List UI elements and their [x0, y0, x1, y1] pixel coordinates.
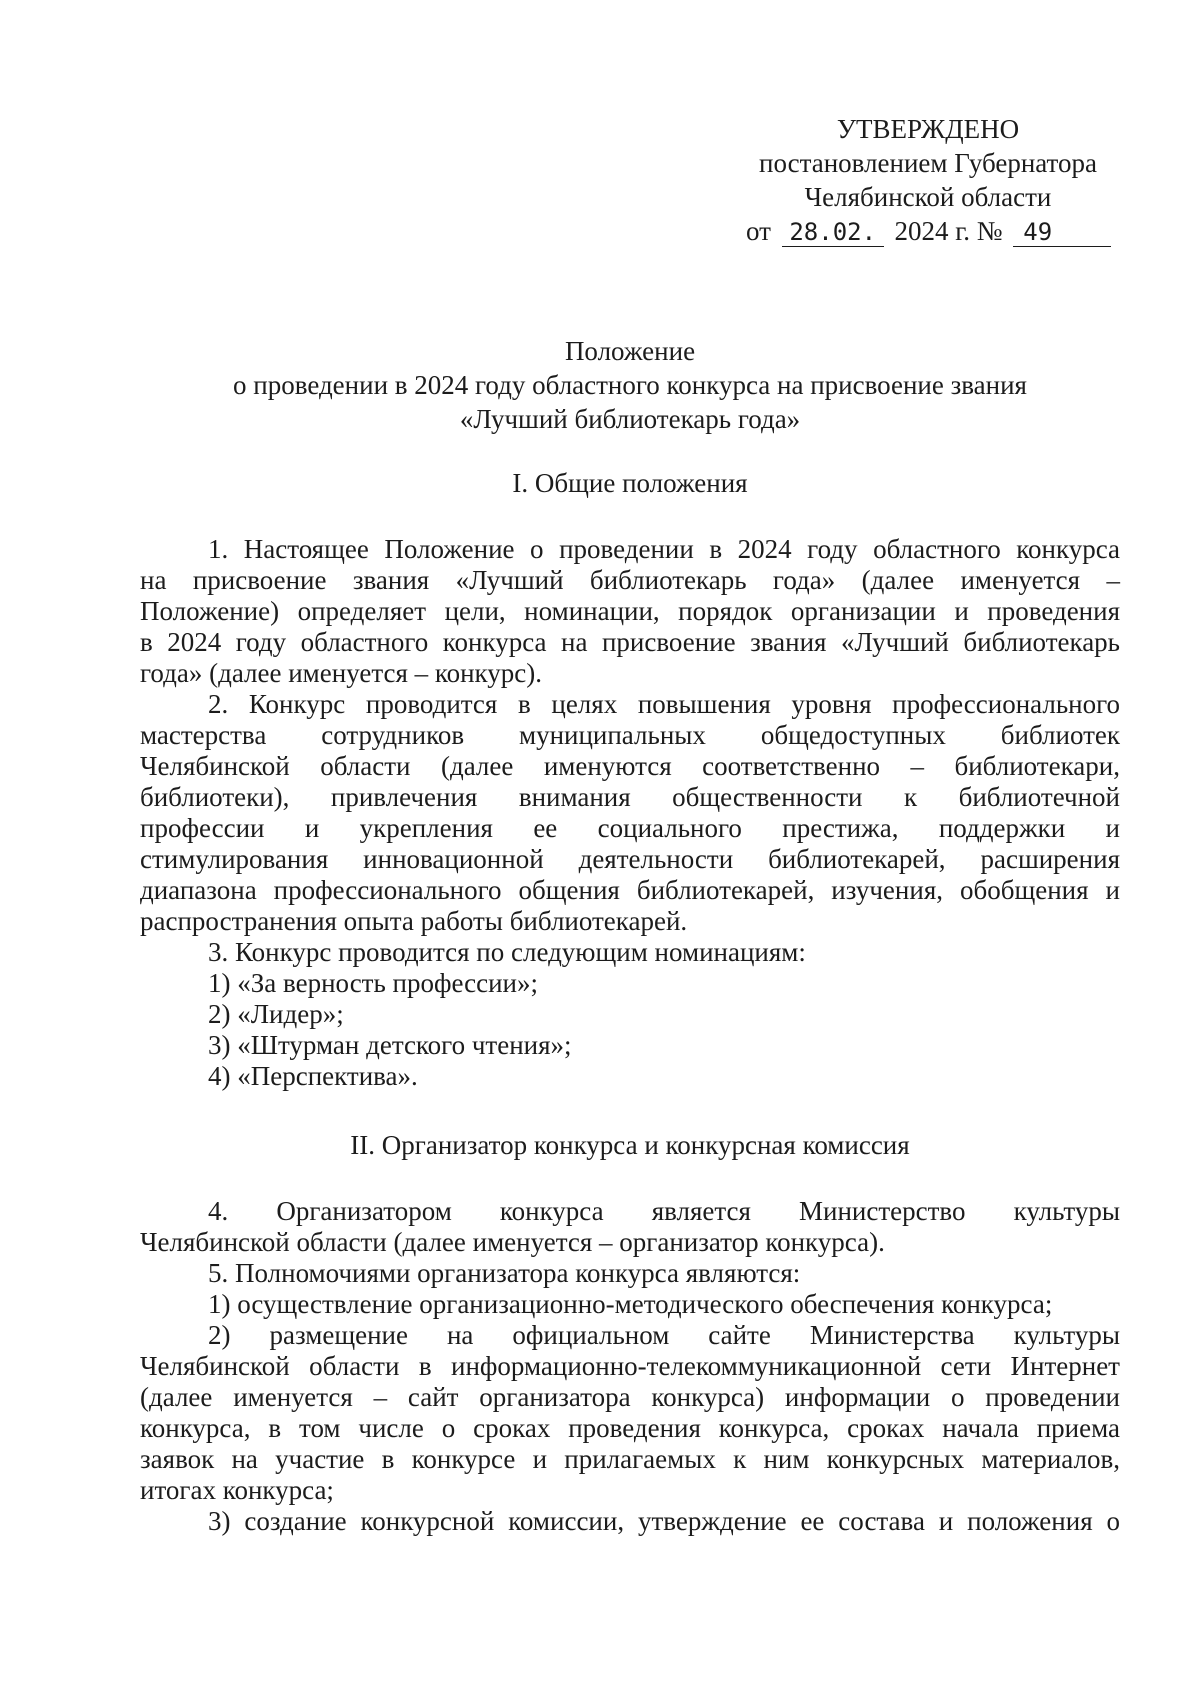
paragraph-2-line: библиотеки), привлечения внимания общественности к библиотечной	[140, 782, 1120, 812]
power-item-2-line: итогах конкурса;	[140, 1475, 334, 1505]
approval-from-label: от	[746, 216, 771, 246]
paragraph-4	[140, 1196, 1120, 1258]
document-title	[140, 334, 1120, 436]
section-1-body	[140, 534, 1120, 1092]
paragraph-1	[140, 534, 1120, 689]
paragraph-2-line: диапазона профессионального общения библиотекарей, изучения, обобщения и	[140, 875, 1120, 905]
paragraph-1-line: Положение) определяет цели, номинации, порядок организации и проведения	[140, 596, 1120, 626]
nomination-item: 4) «Перспектива».	[208, 1061, 418, 1091]
nomination-item: 3) «Штурман детского чтения»;	[208, 1030, 572, 1060]
title-line-2: о проведении в 2024 году областного конкурса на присвоение звания	[233, 370, 1027, 400]
title-line-1: Положение	[564, 336, 696, 366]
power-item-3: 3) создание конкурсной комиссии, утверждение ее состава и положения о	[208, 1506, 1120, 1536]
title-line-3: «Лучший библиотекарь года»	[459, 404, 801, 434]
power-item-2-line: (далее именуется – сайт организатора конкурса) информации о проведении	[140, 1382, 1120, 1412]
power-item-2-line: 2) размещение на официальном сайте Министерства культуры	[208, 1320, 1120, 1350]
paragraph-2-line: стимулирования инновационной деятельности библиотекарей, расширения	[140, 844, 1120, 874]
approval-year-label: 2024 г. №	[894, 216, 1003, 246]
approval-block	[742, 112, 1114, 248]
power-item-2-line: Челябинской области в информационно-телекоммуникационной сети Интернет	[140, 1351, 1120, 1381]
paragraph-4-line: Челябинской области (далее именуется – организатор конкурса).	[140, 1227, 885, 1257]
paragraph-2-line: распространения опыта работы библиотекарей.	[140, 906, 688, 936]
nomination-item: 2) «Лидер»;	[208, 999, 344, 1029]
paragraph-2-line: мастерства сотрудников муниципальных общедоступных библиотек	[140, 720, 1120, 750]
power-item-1: 1) осуществление организационно-методического обеспечения конкурса;	[208, 1289, 1053, 1319]
paragraph-2-line: 2. Конкурс проводится в целях повышения уровня профессионального	[208, 689, 1120, 719]
power-item-2	[140, 1320, 1120, 1506]
paragraph-1-line: года» (далее именуется – конкурс).	[140, 658, 543, 688]
approval-number: 49	[1013, 218, 1111, 247]
paragraph-1-line: в 2024 году областного конкурса на присвоение звания «Лучший библиотекарь	[140, 627, 1120, 657]
power-item-2-line: конкурса, в том числе о сроках проведения конкурса, сроках начала приема	[140, 1413, 1120, 1443]
paragraph-4-line: 4. Организатором конкурса является Министерство культуры	[208, 1196, 1120, 1226]
paragraph-1-line: на присвоение звания «Лучший библиотекарь года» (далее именуется –	[140, 565, 1120, 595]
paragraph-5: 5. Полномочиями организатора конкурса являются:	[208, 1258, 801, 1288]
approval-line-2: Челябинской области	[804, 182, 1052, 212]
paragraph-2-line: профессии и укрепления ее социального престижа, поддержки и	[140, 813, 1120, 843]
section-1-heading: I. Общие положения	[512, 468, 748, 498]
paragraph-2	[140, 689, 1120, 937]
approval-date-line	[742, 214, 1114, 248]
power-item-2-line: заявок на участие в конкурсе и прилагаемых к ним конкурсных материалов,	[140, 1444, 1120, 1474]
approval-date: 28.02.	[782, 218, 884, 247]
approval-line-1: постановлением Губернатора	[759, 148, 1097, 178]
section-2-heading: II. Организатор конкурса и конкурсная комиссия	[350, 1130, 910, 1160]
section-2-body	[140, 1196, 1120, 1537]
nomination-item: 1) «За верность профессии»;	[208, 968, 539, 998]
approval-heading: УТВЕРЖДЕНО	[836, 114, 1020, 144]
paragraph-3: 3. Конкурс проводится по следующим номинациям:	[208, 937, 806, 967]
paragraph-1-line: 1. Настоящее Положение о проведении в 2024 году областного конкурса	[208, 534, 1120, 564]
paragraph-2-line: Челябинской области (далее именуются соответственно – библиотекари,	[140, 751, 1120, 781]
